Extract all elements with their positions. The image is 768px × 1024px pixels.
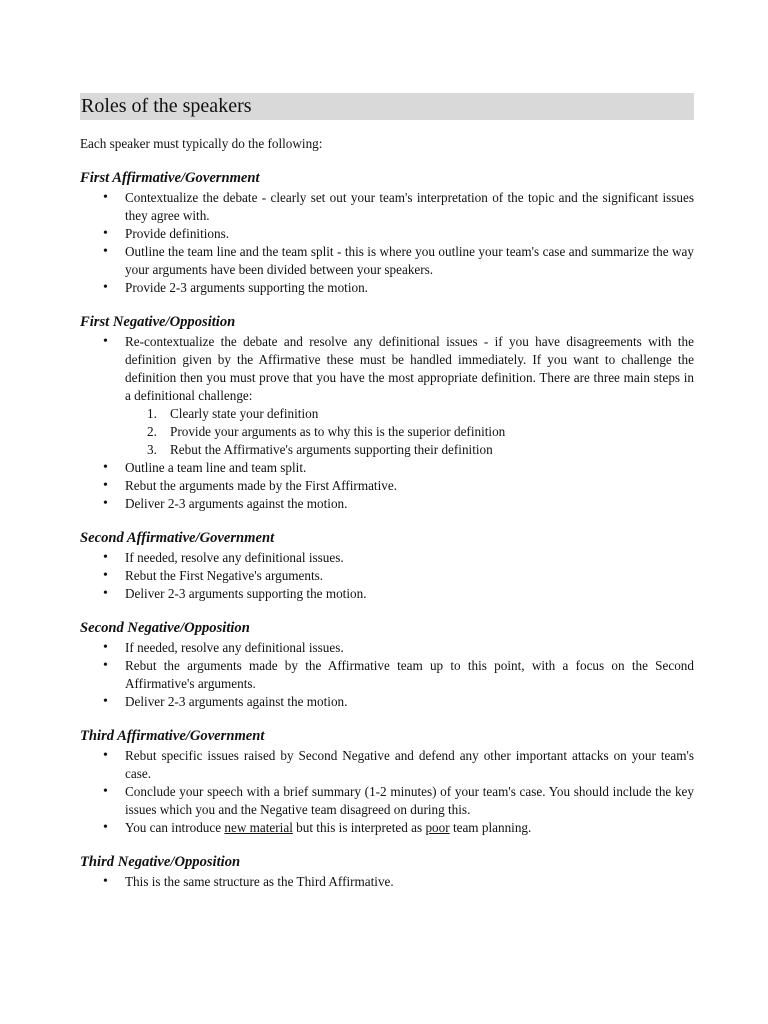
section-third-negative	[80, 853, 694, 891]
section-heading: First Affirmative/Government	[80, 170, 260, 186]
list-item: • Provide 2-3 arguments supporting the motion.	[80, 279, 694, 297]
list-item: • Deliver 2-3 arguments against the motion.	[80, 693, 694, 711]
section-third-affirmative	[80, 727, 694, 837]
numbered-item-text: Clearly state your definition	[170, 406, 319, 421]
bullet-list	[80, 639, 694, 711]
list-item: • Rebut specific issues raised by Second Negative and defend any other important attacks on your team's case.	[80, 747, 694, 783]
section-heading: Third Negative/Opposition	[80, 854, 241, 870]
intro-text: Each speaker must typically do the following:	[80, 136, 323, 151]
numbered-list	[125, 405, 694, 459]
list-item: • Provide definitions.	[80, 225, 694, 243]
numbered-item-text: Rebut the Affirmative's arguments supporting their definition	[170, 442, 493, 457]
list-item: • Deliver 2-3 arguments supporting the motion.	[80, 585, 694, 603]
list-item: • Contextualize the debate - clearly set out your team's interpretation of the topic and the significant issues they agree with.	[80, 189, 694, 225]
item-number: 1.	[147, 406, 157, 421]
page-title: Roles of the speakers	[80, 93, 694, 120]
text-run: but this is interpreted as	[292, 820, 426, 835]
list-item	[80, 333, 694, 459]
bullet-list	[80, 549, 694, 603]
list-item: • Outline the team line and the team split - this is where you outline your team's case and summarize the way your arguments have been divided between your speakers.	[80, 243, 694, 279]
list-item-text: Re-contextualize the debate and resolve any definitional issues - if you have disagreements with the definition given by the Affirmative these must be handled immediately. If you want to challenge the definition then you must prove that you have the most appropriate definition. There are three main steps in a definitional challenge:	[125, 334, 694, 403]
text-run: team planning.	[449, 820, 532, 835]
underlined-text: new material	[224, 820, 293, 835]
numbered-item	[125, 405, 694, 423]
bullet-list	[80, 189, 694, 297]
list-item: • If needed, resolve any definitional issues.	[80, 639, 694, 657]
list-item: • Rebut the arguments made by the Affirmative team up to this point, with a focus on the Second Affirmative's arguments.	[80, 657, 694, 693]
text-run: You can introduce	[125, 820, 225, 835]
section-heading: Second Negative/Opposition	[80, 620, 250, 636]
section-heading: First Negative/Opposition	[80, 314, 236, 330]
list-item: • Rebut the arguments made by the First Affirmative.	[80, 477, 694, 495]
item-number: 3.	[147, 442, 157, 457]
list-item: • Deliver 2-3 arguments against the motion.	[80, 495, 694, 513]
item-number: 2.	[147, 424, 157, 439]
section-first-affirmative	[80, 169, 694, 297]
underlined-text: poor	[425, 820, 450, 835]
list-item: • If needed, resolve any definitional issues.	[80, 549, 694, 567]
bullet-list	[80, 747, 694, 837]
section-heading: Third Affirmative/Government	[80, 728, 265, 744]
bullet-list	[80, 873, 694, 891]
numbered-item-text: Provide your arguments as to why this is the superior definition	[170, 424, 506, 439]
section-heading: Second Affirmative/Government	[80, 530, 275, 546]
list-item: • Conclude your speech with a brief summary (1-2 minutes) of your team's case. You should include the key issues which you and the Negative team disagreed on during this.	[80, 783, 694, 819]
section-second-negative	[80, 619, 694, 711]
list-item: • Outline a team line and team split.	[80, 459, 694, 477]
list-item: • This is the same structure as the Third Affirmative.	[80, 873, 694, 891]
section-second-affirmative	[80, 529, 694, 603]
section-first-negative	[80, 313, 694, 513]
numbered-item	[125, 423, 694, 441]
bullet-list	[80, 333, 694, 513]
numbered-item	[125, 441, 694, 459]
document-page	[80, 93, 694, 907]
list-item: • Rebut the First Negative's arguments.	[80, 567, 694, 585]
list-item	[80, 819, 694, 837]
